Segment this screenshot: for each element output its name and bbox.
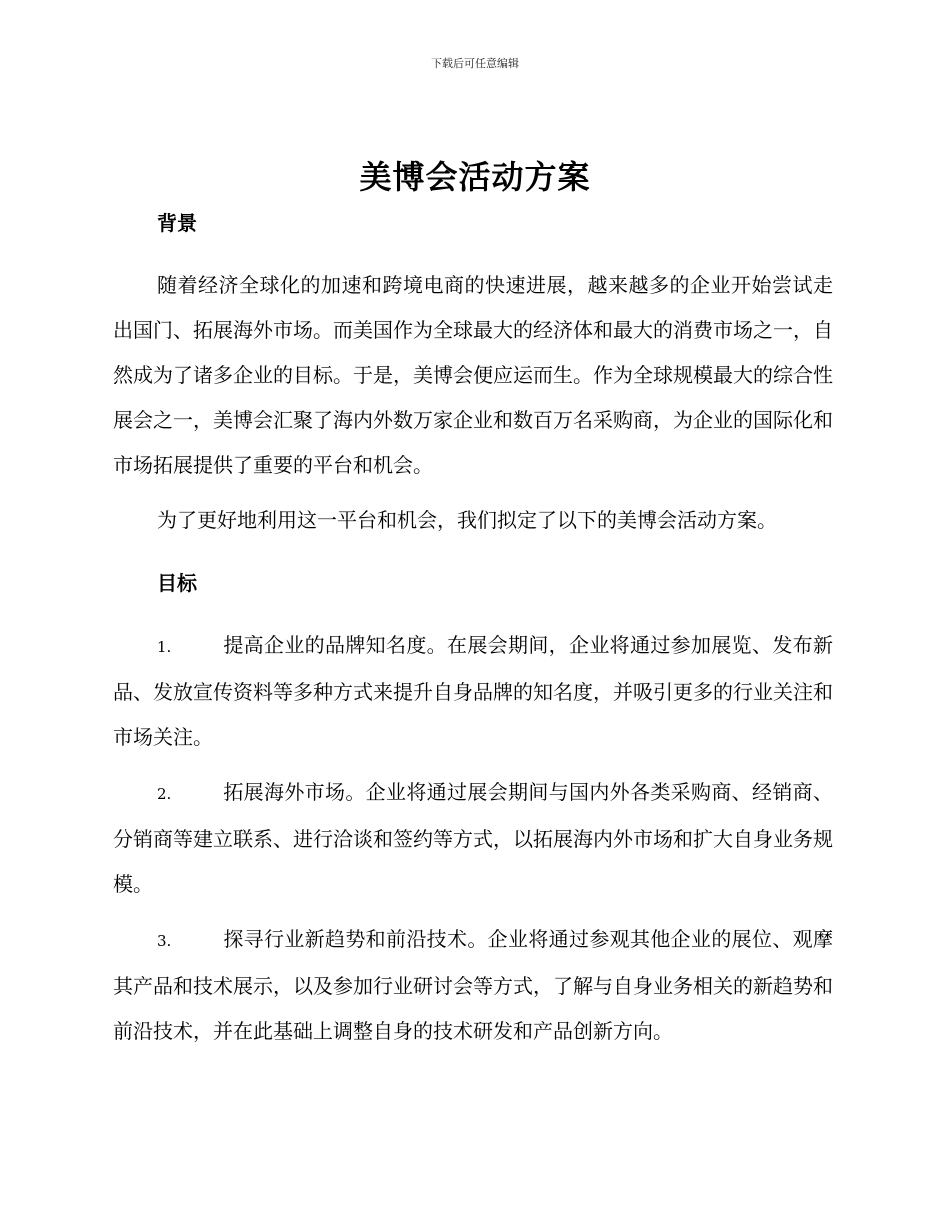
list-item-text: 探寻行业新趋势和前沿技术。企业将通过参观其他企业的展位、观摩其产品和技术展示，以及参加行业研讨会等方式，了解与自身业务相关的新趋势和前沿技术，并在此基础上调整自身的技术研发和产品创新方向。 bbox=[113, 927, 833, 1043]
document-body bbox=[113, 208, 833, 1054]
background-paragraph: 随着经济全球化的加速和跨境电商的快速进展，越来越多的企业开始尝试走出国门、拓展海外市场。而美国作为全球最大的经济体和最大的消费市场之一，自然成为了诸多企业的目标。于是，美博会便应运而生。作为全球规模最大的综合性展会之一，美博会汇聚了海内外数万家企业和数百万名采购商，为企业的国际化和市场拓展提供了重要的平台和机会。 bbox=[113, 273, 833, 477]
list-item bbox=[113, 917, 833, 1054]
list-item bbox=[113, 623, 833, 760]
list-item-number: 2. bbox=[157, 785, 172, 803]
list-item-text: 提高企业的品牌知名度。在展会期间，企业将通过参加展览、发布新品、发放宣传资料等多种方式来提升自身品牌的知名度，并吸引更多的行业关注和市场关注。 bbox=[113, 633, 833, 749]
page-header-note: 下载后可任意编辑 bbox=[431, 57, 519, 70]
list-item bbox=[113, 770, 833, 907]
list-item-text: 拓展海外市场。企业将通过展会期间与国内外各类采购商、经销商、分销商等建立联系、进行洽谈和签约等方式，以拓展海内外市场和扩大自身业务规模。 bbox=[113, 780, 833, 896]
section-heading-background: 背景 bbox=[157, 211, 197, 235]
list-item-number: 3. bbox=[157, 932, 172, 950]
document-title: 美博会活动方案 bbox=[359, 158, 591, 196]
section-heading-goals: 目标 bbox=[157, 571, 197, 595]
intro-paragraph: 为了更好地利用这一平台和机会，我们拟定了以下的美博会活动方案。 bbox=[157, 508, 777, 532]
list-item-number: 1. bbox=[157, 638, 172, 656]
